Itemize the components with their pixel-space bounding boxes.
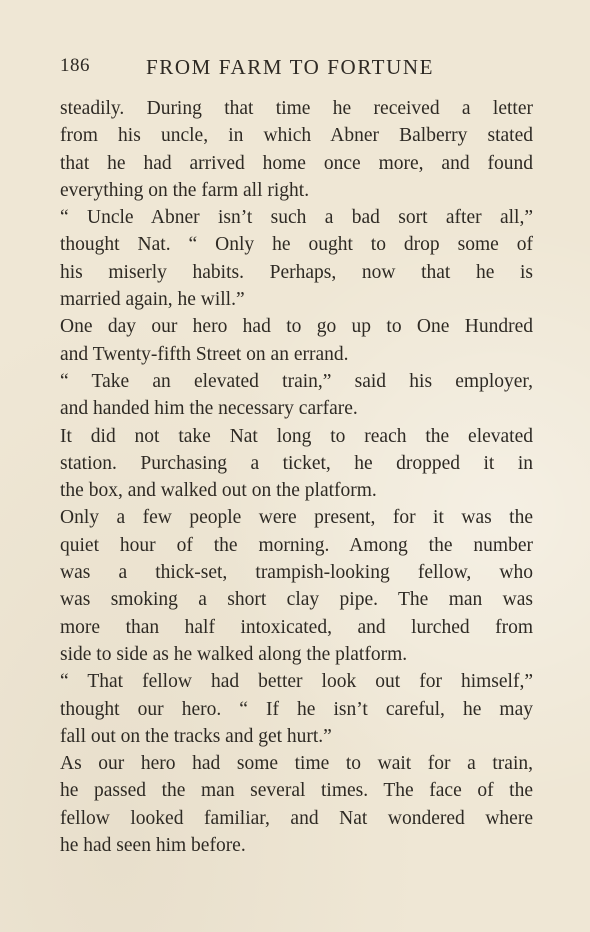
text-line: “ Uncle Abner isn’t such a bad sort after all,” xyxy=(60,207,533,229)
page-number: 186 xyxy=(60,55,90,76)
text-line: steadily. During that time he received a letter xyxy=(60,98,533,119)
text-line: and Twenty-fifth Street on an errand. xyxy=(60,343,349,365)
body-text xyxy=(60,95,533,859)
text-line: his miserly habits. Perhaps, now that he is xyxy=(60,261,533,283)
text-line: was smoking a short clay pipe. The man was xyxy=(60,589,533,611)
text-line: more than half intoxicated, and lurched from xyxy=(60,616,533,638)
text-line: thought our hero. “ If he isn’t careful, he may xyxy=(60,698,533,720)
text-line: he passed the man several times. The face of the xyxy=(60,780,533,802)
text-line: fellow looked familiar, and Nat wondered where xyxy=(60,807,533,829)
text-line: he had seen him before. xyxy=(60,835,246,857)
text-line: and handed him the necessary carfare. xyxy=(60,398,358,420)
text-line: thought Nat. “ Only he ought to drop some of xyxy=(60,234,533,256)
text-line: everything on the farm all right. xyxy=(60,179,310,201)
text-line: station. Purchasing a ticket, he dropped it in xyxy=(60,452,533,474)
text-line: that he had arrived home once more, and found xyxy=(60,152,533,174)
text-line: “ That fellow had better look out for himself,” xyxy=(60,671,533,693)
text-line: was a thick-set, trampish-looking fellow, who xyxy=(60,562,533,584)
running-head: FROM FARM TO FORTUNE xyxy=(146,55,435,79)
text-line: from his uncle, in which Abner Balberry stated xyxy=(60,125,533,147)
text-line: side to side as he walked along the platform. xyxy=(60,643,408,665)
text-line: the box, and walked out on the platform. xyxy=(60,480,377,502)
text-line: Only a few people were present, for it was the xyxy=(60,507,533,529)
text-line: married again, he will.” xyxy=(60,289,245,311)
text-line: quiet hour of the morning. Among the number xyxy=(60,534,533,556)
text-line: One day our hero had to go up to One Hundred xyxy=(60,316,533,338)
text-line: It did not take Nat long to reach the elevated xyxy=(60,425,533,447)
text-line: “ Take an elevated train,” said his employer, xyxy=(60,370,533,392)
text-line: As our hero had some time to wait for a train, xyxy=(60,753,533,775)
page-header xyxy=(60,55,535,85)
text-line: fall out on the tracks and get hurt.” xyxy=(60,725,332,747)
